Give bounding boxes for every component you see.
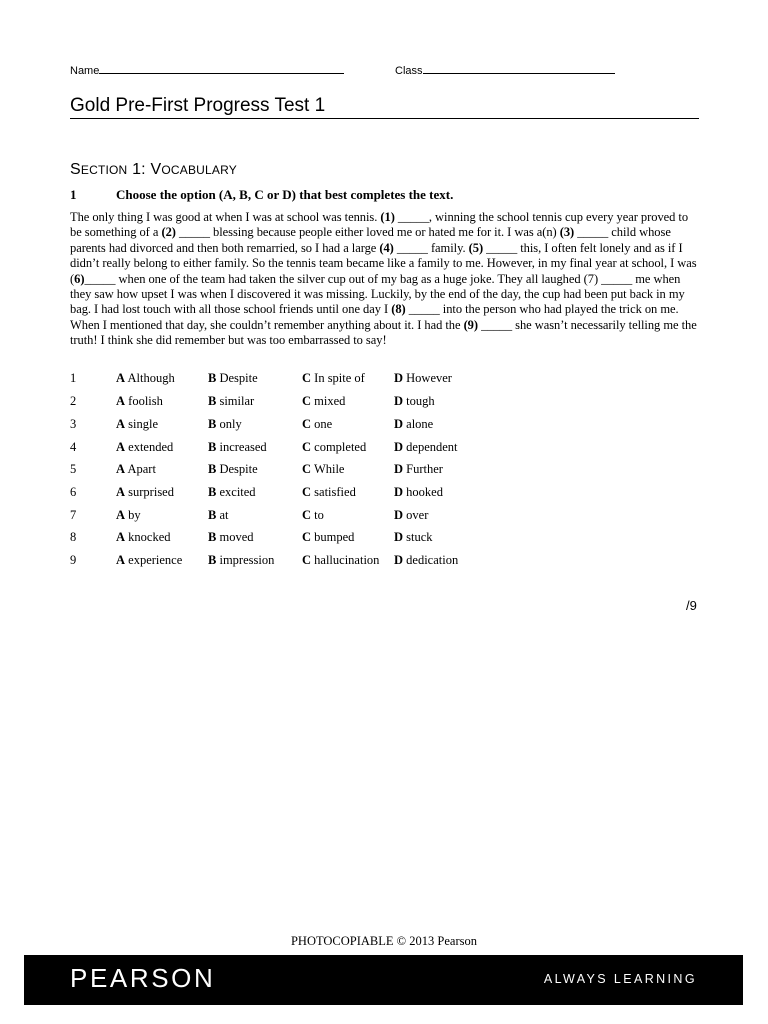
option-letter: B [208,485,217,499]
option-letter: C [302,462,312,476]
brand-tagline: ALWAYS LEARNING [543,972,697,986]
reading-passage [70,210,698,349]
section-heading [70,161,237,179]
option-b[interactable] [208,417,242,432]
option-c[interactable] [302,530,354,545]
class-label: Class [395,65,423,77]
option-a[interactable] [116,394,163,409]
option-d[interactable] [394,371,452,386]
option-c[interactable] [302,485,356,500]
option-text: bumped [314,530,355,544]
gap-number: 6) [74,271,85,286]
option-c[interactable] [302,440,366,455]
option-number: 1 [70,371,77,385]
option-text: impression [219,553,275,567]
option-c[interactable] [302,508,324,523]
option-c[interactable] [302,371,365,386]
option-letter: C [302,417,312,431]
option-text: moved [219,530,254,544]
name-field[interactable] [70,62,344,77]
passage-text: _____ this, I often felt lonely and as if I didn’t really belong to either family. So the tennis team became like a family to me. However, in my final year at school, I was ( [70,240,697,286]
option-a[interactable] [116,508,141,523]
option-letter: B [208,371,217,385]
option-text: dependent [406,440,458,454]
option-a[interactable] [116,485,174,500]
page-title: Gold Pre-First Progress Test 1 [70,95,326,116]
passage-text: _____ child whose parents had divorced and then both remarried, so I had a large [70,225,671,255]
passage-text: _____ when one of the team had taken the silver cup out of my bag as a huge joke. They all laughed (7) _____ me when they saw how upset I was when I discovered it was missing. Luckily, by the end of the day, the cup had been put back in my bag. I had lost touch with all those school friends until one day I [70,271,685,317]
option-letter: D [394,462,404,476]
option-c[interactable] [302,462,344,477]
option-letter: A [116,440,126,454]
option-d[interactable] [394,462,443,477]
option-text: Further [406,462,443,476]
option-text: In spite of [314,371,365,385]
option-number: 6 [70,485,77,499]
option-letter: D [394,394,404,408]
option-letter: C [302,394,312,408]
question-number: 1 [70,187,77,202]
section-prefix-cap: S [70,161,81,178]
option-number: 4 [70,440,77,454]
option-text: knocked [128,530,171,544]
option-letter: A [116,530,126,544]
option-letter: A [116,371,126,385]
passage-text: _____ into the person who had played the trick on me. When I mentioned that day, she couldn’t remember anything about it. I had the [70,302,679,332]
option-number: 3 [70,417,77,431]
gap-number: (3) [559,225,575,240]
option-letter: B [208,462,217,476]
option-text: dedication [406,553,459,567]
option-letter: C [302,485,312,499]
option-letter: B [208,394,217,408]
option-text: completed [314,440,367,454]
option-number: 9 [70,553,77,567]
option-a[interactable] [116,440,173,455]
option-b[interactable] [208,462,258,477]
class-line[interactable] [423,62,615,74]
option-d[interactable] [394,508,428,523]
option-letter: C [302,530,312,544]
copyright-notice: PHOTOCOPIABLE © 2013 Pearson [290,934,477,948]
option-b[interactable] [208,440,267,455]
option-letter: C [302,371,312,385]
option-a[interactable] [116,553,182,568]
option-letter: A [116,508,126,522]
option-letter: D [394,417,404,431]
option-text: satisfied [314,485,356,499]
section-word-rest: OCABULARY [161,163,237,177]
option-letter: B [208,417,217,431]
option-text: similar [219,394,255,408]
option-text: one [314,417,333,431]
option-b[interactable] [208,485,256,500]
gap-number: (4) [379,240,394,255]
option-d[interactable] [394,553,458,568]
option-text: stuck [406,530,433,544]
section-prefix-rest: ECTION [80,163,128,177]
option-letter: C [302,508,312,522]
option-number: 8 [70,530,77,544]
option-text: surprised [128,485,174,499]
option-text: by [128,508,141,522]
option-d[interactable] [394,440,458,455]
option-number: 5 [70,462,77,476]
passage-text: _____ she wasn’t necessarily telling me the truth! I think she did remember but was too embarrassed to say! [70,317,697,348]
option-letter: A [116,462,126,476]
option-text: Although [127,371,175,385]
gap-number: (5) [468,240,484,255]
option-text: hallucination [314,553,380,567]
option-letter: C [302,440,312,454]
option-b[interactable] [208,530,254,545]
name-label: Name [70,65,100,77]
option-number: 7 [70,508,77,522]
option-d[interactable] [394,530,433,545]
option-text: hooked [406,485,443,499]
option-text: foolish [128,394,163,408]
option-number: 2 [70,394,77,408]
option-text: However [406,371,452,385]
option-letter: D [394,371,404,385]
option-letter: B [208,508,217,522]
option-text: excited [219,485,256,499]
option-letter: C [302,553,312,567]
question-instruction: Choose the option (A, B, C or D) that best completes the text. [116,187,454,202]
option-text: over [406,508,429,522]
section-word-cap: V [150,161,162,178]
option-c[interactable] [302,394,345,409]
option-letter: B [208,553,217,567]
option-text: experience [128,553,183,567]
passage-text: _____ blessing because people either loved me or hated me for it. I was a(n) [175,225,560,240]
option-text: Despite [219,462,258,476]
score-total: /9 [686,598,697,613]
option-text: at [219,508,229,522]
gap-number: (9) [463,317,478,332]
option-text: Apart [127,462,156,476]
option-a[interactable] [116,530,171,545]
option-letter: A [116,553,126,567]
option-d[interactable] [394,485,443,500]
option-letter: A [116,485,126,499]
option-text: Despite [219,371,258,385]
option-b[interactable] [208,371,258,386]
option-text: While [313,462,345,476]
option-c[interactable] [302,553,379,568]
option-a[interactable] [116,462,156,477]
option-text: single [128,417,159,431]
title-rule [70,118,699,119]
section-number: 1: [127,161,151,178]
option-letter: D [394,530,404,544]
option-b[interactable] [208,394,254,409]
passage-text: _____ family. [393,240,469,255]
option-text: tough [406,394,435,408]
option-letter: B [208,440,217,454]
option-letter: A [116,394,126,408]
option-b[interactable] [208,553,274,568]
option-d[interactable] [394,417,433,432]
option-text: mixed [314,394,346,408]
option-text: alone [406,417,434,431]
option-text: to [314,508,324,522]
option-text: increased [219,440,267,454]
option-letter: D [394,508,404,522]
class-field[interactable] [395,62,615,77]
option-text: extended [128,440,174,454]
name-line[interactable] [99,62,344,74]
option-a[interactable] [116,417,158,432]
option-letter: D [394,440,404,454]
passage-text: The only thing I was good at when I was at school was tennis. [70,210,381,224]
option-letter: D [394,485,404,499]
footer-bar [24,955,743,1005]
option-a[interactable] [116,371,175,386]
passage-text: _____, winning the school tennis cup every year proved to be something of a [70,210,689,240]
gap-number: (2) [161,225,176,240]
brand-logo: PEARSON [70,963,216,993]
gap-number: (8) [391,302,406,317]
option-letter: D [394,553,404,567]
option-letter: A [116,417,126,431]
option-b[interactable] [208,508,229,523]
option-d[interactable] [394,394,435,409]
option-c[interactable] [302,417,332,432]
gap-number: (1) [380,210,395,224]
option-letter: B [208,530,217,544]
option-text: only [219,417,242,431]
